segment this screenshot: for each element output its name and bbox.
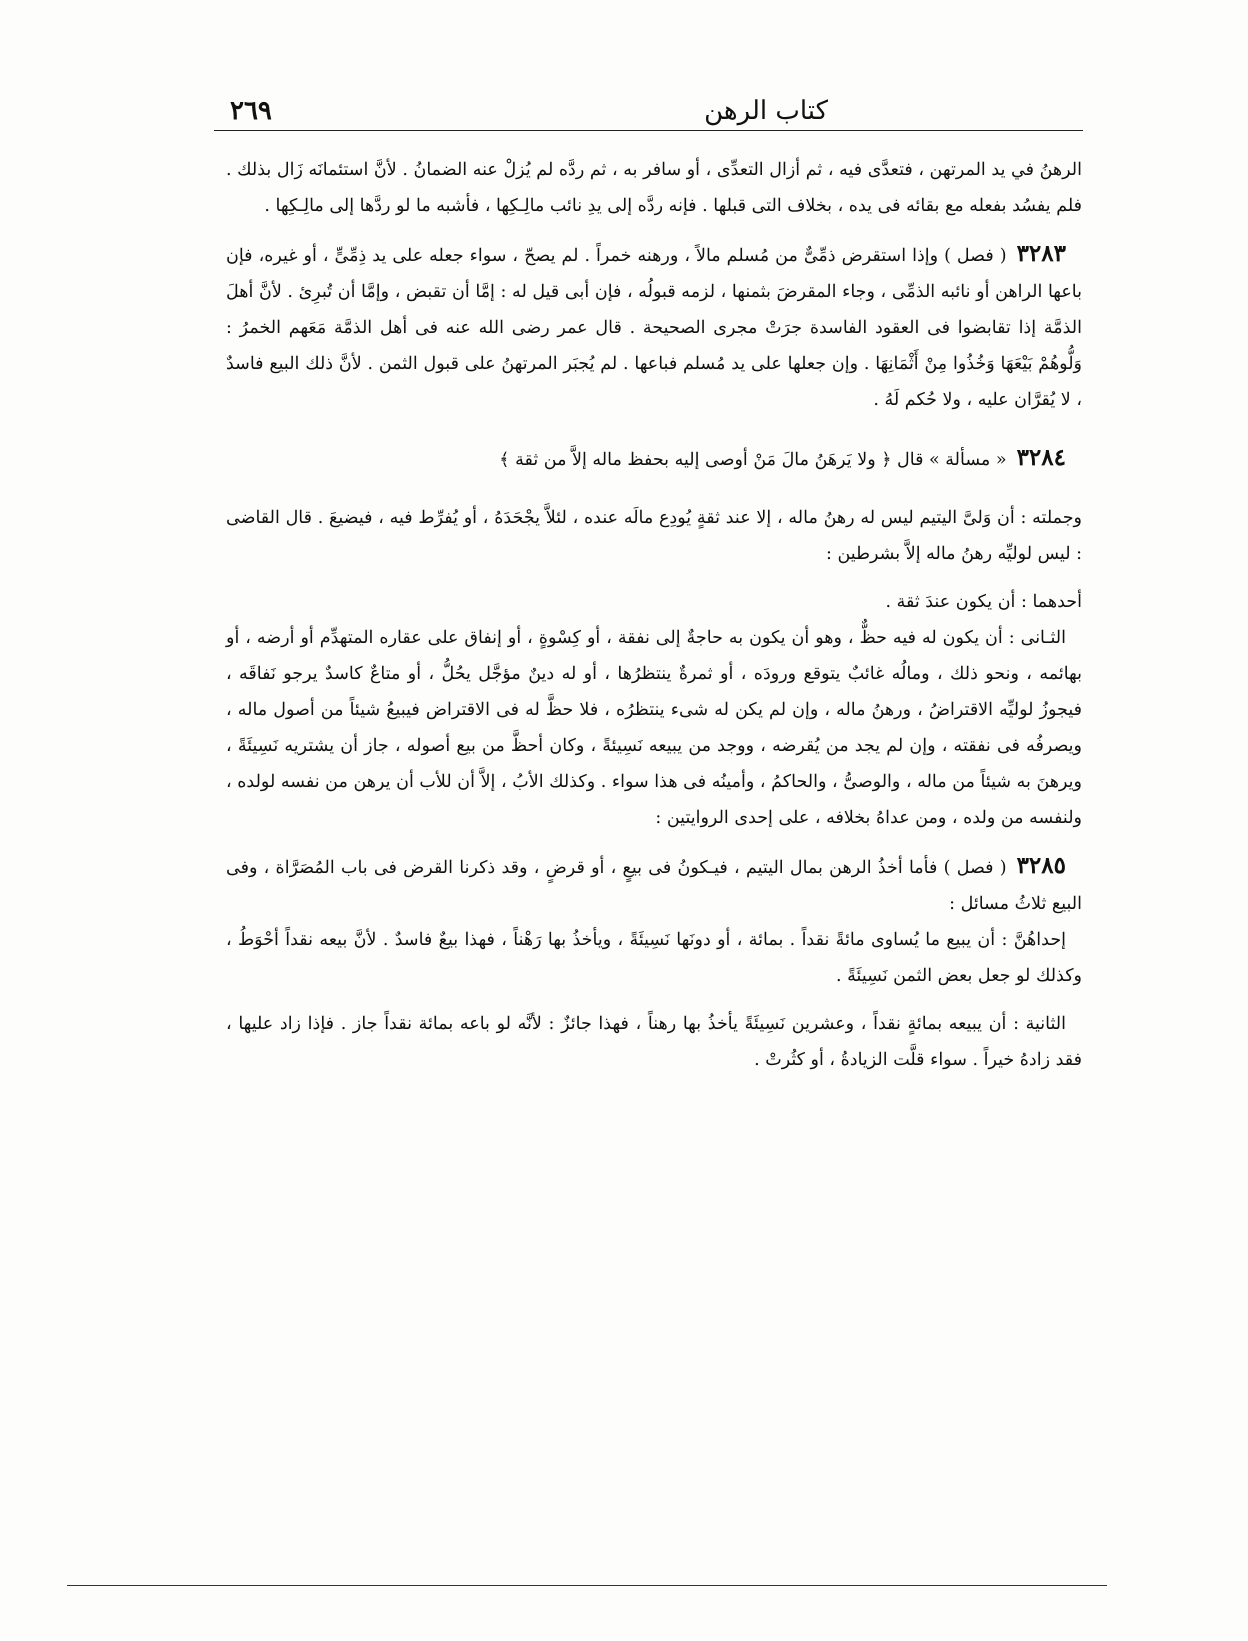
section-number: ٣٢٨٥ <box>1016 852 1066 879</box>
paragraph <box>226 1006 1082 1078</box>
paragraph <box>226 500 1082 572</box>
header-rule <box>214 130 1083 131</box>
section-paragraph <box>226 236 1082 418</box>
paragraph <box>226 620 1082 836</box>
paragraph <box>226 152 1082 224</box>
paragraph-text: ( فصل ) فأما أخذُ الرهن بمال اليتيم ، فيـكونُ فى بيعٍ ، أو قرضٍ ، وقد ذكرنا القرض فى باب المُصَرَّاة ، وفى البيع ثلاثُ مسائل : <box>226 858 1082 914</box>
paragraph <box>226 584 1082 620</box>
footer-rule <box>67 1585 1107 1586</box>
section-paragraph <box>226 440 1082 478</box>
paragraph-text: إحداهُنَّ : أن يبيع ما يُساوى مائةً نقداً . بمائة ، أو دونَها نَسِيئَةً ، ويأخذُ بها رَهْناً ، فهذا بيعٌ فاسدٌ . لأنَّ بيعه نقداً أحْوَطُ ، وكذلك لو جعل بعض الثمن نَسِيئَةً . <box>226 930 1082 986</box>
paragraph-text: الثانية : أن يبيعه بمائةٍ نقداً ، وعشرين نَسِيئَةً يأخذُ بها رهناً ، فهذا جائزٌ : لأنَّه لو باعه بمائة نقداً جاز . فإذا زاد عليها ، فقد زادهُ خيراً . سواء قلَّت الزيادةُ ، أو كثُرتْ . <box>226 1014 1082 1070</box>
book-title: كتاب الرهن <box>704 96 828 126</box>
section-number: ٣٢٨٣ <box>1016 240 1066 267</box>
paragraph-text: وجملته : أن وَلىَّ اليتيم ليس له رهنُ ماله ، إلا عند ثقةٍ يُودِع مالَه عنده ، لئلاَّ يجْحَدَهُ ، أو يُفرِّط فيه ، فيضيعَ . قال القاضى : ليس لوليِّه رهنُ ماله إلاَّ بشرطين : <box>226 508 1082 564</box>
paragraph-text: أحدهما : أن يكون عندَ ثقة . <box>885 592 1082 612</box>
page-number: ٢٦٩ <box>230 96 272 126</box>
section-paragraph <box>226 848 1082 922</box>
paragraph-text: ( فصل ) وإذا استقرض ذمِّىٌّ من مُسلم مالاً ، ورهنه خمراً . لم يصحّ ، سواء جعله على يد ذِمِّىٍّ ، أو غيره، فإن باعها الراهن أو نائبه الذمِّى ، وجاء المقرضَ بثمنها ، لزمه قبولُه ، فإن أبى قيل له : إمَّا أن تقبض ، وإمَّا أن تُبرِئ . لأنَّ أهلَ الذمَّة إذا تقابضوا فى العقود الفاسدة جرَتْ مجرى الصحيحة . قال عمر رضى الله عنه فى أهل الذمَّة مَعَهم الخمرُ : وَلُّوهُمْ بَيْعَهَا وَخُذُوا مِنْ أَثْمَانِهَا . وإن جعلها على يد مُسلم فباعها . لم يُجبَر المرتهنُ على قبول الثمن . لأنَّ ذلك البيع فاسدٌ ، لا يُقرَّان عليه ، ولا حُكم لَهُ . <box>226 246 1082 410</box>
paragraph-text: « مسألة » قال ﴿ ولا يَرهَنُ مالَ مَنْ أوصى إليه بحفظ ماله إلاَّ من ثقة ﴾ <box>499 450 1007 470</box>
text-body <box>226 152 1082 1078</box>
paragraph <box>226 922 1082 994</box>
running-header <box>230 82 1038 126</box>
section-number: ٣٢٨٤ <box>1016 444 1066 471</box>
paragraph-text: الرهنُ في يد المرتهن ، فتعدَّى فيه ، ثم أزال التعدِّى ، أو سافر به ، ثم ردَّه لم يُزلْ عنه الضمانُ . لأنَّ استئمانَه زَال بذلك . فلم يفسُد بفعله مع بقائه فى يده ، بخلاف التى قبلها . فإنه ردَّه إلى يدِ نائب مالِـكِها ، فأشبه ما لو ردَّها إلى مالِـكِها . <box>226 160 1082 216</box>
paragraph-text: الثـانى : أن يكون له فيه حظٌّ ، وهو أن يكون به حاجةٌ إلى نفقة ، أو كِسْوةٍ ، أو إنفاق على عقاره المتهدِّم أو أرضه ، أو بهائمه ، ونحو ذلك ، ومالُه غائبٌ يتوقع ورودَه ، أو ثمرةٌ ينتظرُها ، أو له دينٌ مؤجَّل يحُلُّ ، أو متاعٌ كاسدٌ يرجو نَفاقَه ، فيجوزُ لوليِّه الاقتراضُ ، ورهنُ ماله ، وإن لم يكن له شىء ينتظرُه ، فلا حظَّ له فى الاقتراض فيبيعُ شيئاً من أصول ماله ، ويصرفُه فى نفقته ، وإن لم يجد من يُقرضه ، ووجد من يبيعه نَسِيئةً ، وكان أحظَّ من بيع أصوله ، جاز أن يشتريه نَسِيئَةً ، ويرهنَ به شيئاً من ماله ، والوصىُّ ، والحاكمُ ، وأمينُه فى هذا سواء . وكذلك الأبُ ، إلاَّ أن للأب أن يرهن من نفسه لولده ، ولنفسه من ولده ، ومن عداهُ بخلافه ، على إحدى الروايتين : <box>226 628 1082 828</box>
